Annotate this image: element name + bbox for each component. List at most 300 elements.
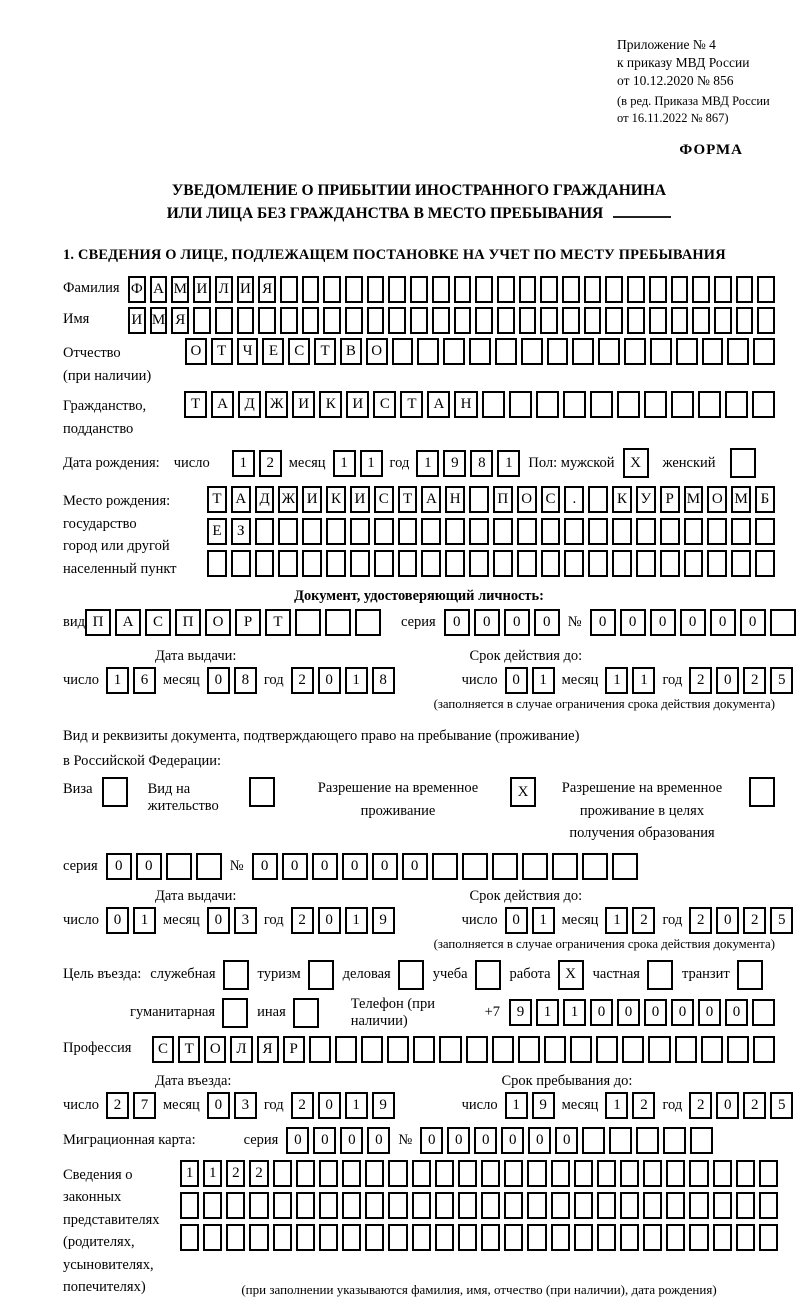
char-cell[interactable]: 0 bbox=[650, 609, 676, 636]
char-cell[interactable] bbox=[643, 1192, 662, 1219]
char-cell[interactable]: И bbox=[346, 391, 369, 418]
purpose-other-checkbox[interactable] bbox=[293, 998, 319, 1028]
char-cell[interactable] bbox=[713, 1224, 732, 1251]
char-cell[interactable] bbox=[443, 338, 465, 365]
char-cell[interactable]: 0 bbox=[474, 1127, 497, 1154]
char-cell[interactable] bbox=[759, 1224, 778, 1251]
char-cell[interactable]: Е bbox=[262, 338, 284, 365]
char-cell[interactable] bbox=[649, 276, 667, 303]
char-cell[interactable] bbox=[752, 391, 775, 418]
char-cell[interactable]: 0 bbox=[555, 1127, 578, 1154]
entry-month-cells[interactable] bbox=[207, 1092, 257, 1119]
char-cell[interactable] bbox=[574, 1192, 593, 1219]
char-cell[interactable]: В bbox=[340, 338, 362, 365]
char-cell[interactable] bbox=[757, 307, 775, 334]
char-cell[interactable] bbox=[342, 1192, 361, 1219]
char-cell[interactable] bbox=[727, 338, 749, 365]
char-cell[interactable]: 1 bbox=[345, 667, 368, 694]
char-cell[interactable]: 0 bbox=[367, 1127, 390, 1154]
char-cell[interactable] bbox=[588, 518, 608, 545]
char-cell[interactable]: И bbox=[193, 276, 211, 303]
char-cell[interactable] bbox=[255, 518, 275, 545]
char-cell[interactable] bbox=[454, 276, 472, 303]
char-cell[interactable] bbox=[770, 609, 796, 636]
char-cell[interactable] bbox=[527, 1224, 546, 1251]
char-cell[interactable] bbox=[753, 338, 775, 365]
char-cell[interactable]: О bbox=[205, 609, 231, 636]
char-cell[interactable] bbox=[458, 1160, 477, 1187]
char-cell[interactable]: Т bbox=[265, 609, 291, 636]
char-cell[interactable] bbox=[584, 276, 602, 303]
char-cell[interactable]: 7 bbox=[133, 1092, 156, 1119]
char-cell[interactable] bbox=[612, 550, 632, 577]
char-cell[interactable]: 0 bbox=[372, 853, 398, 880]
char-cell[interactable]: 0 bbox=[620, 609, 646, 636]
char-cell[interactable]: Т bbox=[398, 486, 418, 513]
char-cell[interactable] bbox=[551, 1160, 570, 1187]
char-cell[interactable] bbox=[345, 307, 363, 334]
char-cell[interactable]: 1 bbox=[632, 667, 655, 694]
birth-year-cells[interactable] bbox=[416, 450, 520, 477]
char-cell[interactable]: 1 bbox=[180, 1160, 199, 1187]
char-cell[interactable] bbox=[226, 1192, 245, 1219]
char-cell[interactable] bbox=[387, 1036, 409, 1063]
residence-doc-series-cells[interactable] bbox=[106, 853, 222, 880]
char-cell[interactable]: 5 bbox=[770, 667, 793, 694]
legal-reps-cells-row3[interactable] bbox=[180, 1224, 778, 1251]
char-cell[interactable] bbox=[410, 276, 428, 303]
char-cell[interactable] bbox=[398, 550, 418, 577]
char-cell[interactable]: И bbox=[292, 391, 315, 418]
char-cell[interactable] bbox=[612, 853, 638, 880]
char-cell[interactable] bbox=[296, 1160, 315, 1187]
char-cell[interactable] bbox=[302, 550, 322, 577]
char-cell[interactable]: Д bbox=[238, 391, 261, 418]
char-cell[interactable] bbox=[570, 1036, 592, 1063]
char-cell[interactable] bbox=[249, 1224, 268, 1251]
char-cell[interactable]: 2 bbox=[689, 1092, 712, 1119]
char-cell[interactable]: А bbox=[115, 609, 141, 636]
char-cell[interactable] bbox=[671, 276, 689, 303]
char-cell[interactable]: 0 bbox=[617, 999, 640, 1026]
char-cell[interactable] bbox=[527, 1192, 546, 1219]
char-cell[interactable] bbox=[435, 1160, 454, 1187]
female-checkbox[interactable] bbox=[730, 448, 756, 478]
char-cell[interactable]: 0 bbox=[716, 667, 739, 694]
char-cell[interactable] bbox=[725, 391, 748, 418]
birth-day-cells[interactable] bbox=[232, 450, 282, 477]
char-cell[interactable]: М bbox=[171, 276, 189, 303]
char-cell[interactable]: С bbox=[541, 486, 561, 513]
char-cell[interactable] bbox=[432, 307, 450, 334]
migration-card-series-cells[interactable] bbox=[286, 1127, 390, 1154]
char-cell[interactable] bbox=[367, 276, 385, 303]
char-cell[interactable] bbox=[302, 518, 322, 545]
char-cell[interactable]: 0 bbox=[318, 1092, 341, 1119]
char-cell[interactable] bbox=[540, 307, 558, 334]
purpose-humanitarian-checkbox[interactable] bbox=[222, 998, 248, 1028]
char-cell[interactable] bbox=[731, 550, 751, 577]
char-cell[interactable]: 2 bbox=[689, 667, 712, 694]
char-cell[interactable] bbox=[713, 1192, 732, 1219]
char-cell[interactable] bbox=[458, 1224, 477, 1251]
char-cell[interactable] bbox=[597, 1224, 616, 1251]
char-cell[interactable]: 3 bbox=[234, 907, 257, 934]
char-cell[interactable] bbox=[689, 1160, 708, 1187]
char-cell[interactable] bbox=[727, 1036, 749, 1063]
char-cell[interactable] bbox=[547, 338, 569, 365]
residence-doc-number-cells[interactable] bbox=[252, 853, 638, 880]
char-cell[interactable] bbox=[517, 550, 537, 577]
char-cell[interactable] bbox=[319, 1224, 338, 1251]
char-cell[interactable] bbox=[435, 1192, 454, 1219]
char-cell[interactable] bbox=[582, 853, 608, 880]
stay-year-cells[interactable] bbox=[689, 1092, 793, 1119]
char-cell[interactable] bbox=[410, 307, 428, 334]
char-cell[interactable] bbox=[541, 550, 561, 577]
char-cell[interactable] bbox=[421, 518, 441, 545]
identity-doc-number-cells[interactable] bbox=[590, 609, 800, 636]
char-cell[interactable]: Н bbox=[454, 391, 477, 418]
char-cell[interactable] bbox=[736, 276, 754, 303]
char-cell[interactable] bbox=[482, 391, 505, 418]
char-cell[interactable]: 1 bbox=[605, 1092, 628, 1119]
birth-place-cells-row1[interactable] bbox=[207, 486, 775, 513]
char-cell[interactable]: Ф bbox=[128, 276, 146, 303]
char-cell[interactable]: 0 bbox=[710, 609, 736, 636]
char-cell[interactable] bbox=[536, 391, 559, 418]
char-cell[interactable] bbox=[714, 307, 732, 334]
char-cell[interactable] bbox=[636, 550, 656, 577]
char-cell[interactable]: П bbox=[175, 609, 201, 636]
char-cell[interactable] bbox=[445, 518, 465, 545]
char-cell[interactable] bbox=[701, 1036, 723, 1063]
char-cell[interactable]: О bbox=[517, 486, 537, 513]
residence-issue-day-cells[interactable] bbox=[106, 907, 156, 934]
char-cell[interactable] bbox=[319, 1160, 338, 1187]
char-cell[interactable]: 1 bbox=[133, 907, 156, 934]
char-cell[interactable] bbox=[676, 338, 698, 365]
char-cell[interactable]: 2 bbox=[259, 450, 282, 477]
purpose-work-checkbox[interactable]: X bbox=[558, 960, 584, 990]
char-cell[interactable] bbox=[278, 518, 298, 545]
char-cell[interactable]: Я bbox=[257, 1036, 279, 1063]
char-cell[interactable] bbox=[627, 307, 645, 334]
char-cell[interactable]: Я bbox=[258, 276, 276, 303]
char-cell[interactable] bbox=[757, 276, 775, 303]
char-cell[interactable] bbox=[207, 550, 227, 577]
char-cell[interactable] bbox=[342, 1224, 361, 1251]
char-cell[interactable]: 0 bbox=[444, 609, 470, 636]
char-cell[interactable] bbox=[342, 1160, 361, 1187]
char-cell[interactable] bbox=[736, 1224, 755, 1251]
char-cell[interactable] bbox=[702, 338, 724, 365]
given-name-cells[interactable] bbox=[128, 307, 775, 334]
char-cell[interactable] bbox=[755, 518, 775, 545]
char-cell[interactable] bbox=[412, 1160, 431, 1187]
char-cell[interactable]: 0 bbox=[725, 999, 748, 1026]
char-cell[interactable]: 9 bbox=[509, 999, 532, 1026]
char-cell[interactable] bbox=[497, 307, 515, 334]
char-cell[interactable] bbox=[551, 1192, 570, 1219]
char-cell[interactable]: 0 bbox=[252, 853, 278, 880]
char-cell[interactable] bbox=[572, 338, 594, 365]
char-cell[interactable]: 0 bbox=[340, 1127, 363, 1154]
char-cell[interactable] bbox=[203, 1224, 222, 1251]
char-cell[interactable] bbox=[504, 1160, 523, 1187]
char-cell[interactable] bbox=[574, 1160, 593, 1187]
char-cell[interactable] bbox=[345, 276, 363, 303]
char-cell[interactable] bbox=[551, 1224, 570, 1251]
char-cell[interactable]: О bbox=[185, 338, 207, 365]
char-cell[interactable]: Л bbox=[215, 276, 233, 303]
char-cell[interactable]: С bbox=[373, 391, 396, 418]
char-cell[interactable]: 2 bbox=[291, 907, 314, 934]
char-cell[interactable] bbox=[759, 1160, 778, 1187]
char-cell[interactable]: К bbox=[612, 486, 632, 513]
legal-reps-cells-row2[interactable] bbox=[180, 1192, 778, 1219]
char-cell[interactable]: 2 bbox=[291, 667, 314, 694]
char-cell[interactable]: 0 bbox=[318, 667, 341, 694]
char-cell[interactable]: 1 bbox=[106, 667, 129, 694]
char-cell[interactable] bbox=[736, 1160, 755, 1187]
char-cell[interactable]: Н bbox=[445, 486, 465, 513]
char-cell[interactable]: 1 bbox=[416, 450, 439, 477]
migration-card-number-cells[interactable] bbox=[420, 1127, 713, 1154]
char-cell[interactable] bbox=[649, 307, 667, 334]
char-cell[interactable]: 0 bbox=[501, 1127, 524, 1154]
char-cell[interactable] bbox=[689, 1224, 708, 1251]
char-cell[interactable] bbox=[388, 307, 406, 334]
char-cell[interactable] bbox=[584, 307, 602, 334]
char-cell[interactable]: А bbox=[421, 486, 441, 513]
char-cell[interactable]: 8 bbox=[234, 667, 257, 694]
char-cell[interactable]: М bbox=[731, 486, 751, 513]
char-cell[interactable] bbox=[365, 1192, 384, 1219]
purpose-transit-checkbox[interactable] bbox=[737, 960, 763, 990]
char-cell[interactable]: Ж bbox=[265, 391, 288, 418]
char-cell[interactable]: Ч bbox=[237, 338, 259, 365]
char-cell[interactable] bbox=[458, 1192, 477, 1219]
char-cell[interactable] bbox=[249, 1192, 268, 1219]
char-cell[interactable] bbox=[180, 1192, 199, 1219]
char-cell[interactable]: К bbox=[319, 391, 342, 418]
char-cell[interactable]: 0 bbox=[505, 667, 528, 694]
char-cell[interactable] bbox=[622, 1036, 644, 1063]
char-cell[interactable] bbox=[237, 307, 255, 334]
char-cell[interactable]: Р bbox=[660, 486, 680, 513]
char-cell[interactable]: С bbox=[374, 486, 394, 513]
char-cell[interactable]: Я bbox=[171, 307, 189, 334]
char-cell[interactable] bbox=[636, 518, 656, 545]
char-cell[interactable] bbox=[541, 518, 561, 545]
char-cell[interactable] bbox=[388, 276, 406, 303]
char-cell[interactable] bbox=[689, 1192, 708, 1219]
char-cell[interactable]: Е bbox=[207, 518, 227, 545]
char-cell[interactable]: З bbox=[231, 518, 251, 545]
char-cell[interactable] bbox=[582, 1127, 605, 1154]
char-cell[interactable] bbox=[325, 609, 351, 636]
identity-issue-year-cells[interactable] bbox=[291, 667, 395, 694]
char-cell[interactable]: 0 bbox=[207, 907, 230, 934]
char-cell[interactable]: Р bbox=[235, 609, 261, 636]
identity-issue-day-cells[interactable] bbox=[106, 667, 156, 694]
char-cell[interactable] bbox=[475, 307, 493, 334]
char-cell[interactable] bbox=[597, 1160, 616, 1187]
temp-residence-checkbox[interactable]: X bbox=[510, 777, 536, 807]
char-cell[interactable] bbox=[481, 1160, 500, 1187]
char-cell[interactable] bbox=[481, 1192, 500, 1219]
char-cell[interactable] bbox=[365, 1224, 384, 1251]
char-cell[interactable] bbox=[707, 518, 727, 545]
char-cell[interactable] bbox=[753, 1036, 775, 1063]
char-cell[interactable]: . bbox=[564, 486, 584, 513]
char-cell[interactable]: 1 bbox=[333, 450, 356, 477]
char-cell[interactable] bbox=[492, 853, 518, 880]
char-cell[interactable] bbox=[660, 518, 680, 545]
char-cell[interactable] bbox=[755, 550, 775, 577]
char-cell[interactable] bbox=[597, 1192, 616, 1219]
char-cell[interactable]: О bbox=[707, 486, 727, 513]
char-cell[interactable] bbox=[273, 1224, 292, 1251]
char-cell[interactable] bbox=[295, 609, 321, 636]
char-cell[interactable]: Т bbox=[314, 338, 336, 365]
char-cell[interactable]: 0 bbox=[447, 1127, 470, 1154]
char-cell[interactable]: И bbox=[237, 276, 255, 303]
char-cell[interactable]: 2 bbox=[106, 1092, 129, 1119]
char-cell[interactable]: 8 bbox=[470, 450, 493, 477]
stay-day-cells[interactable] bbox=[505, 1092, 555, 1119]
char-cell[interactable] bbox=[590, 391, 613, 418]
char-cell[interactable]: 0 bbox=[671, 999, 694, 1026]
char-cell[interactable]: 1 bbox=[497, 450, 520, 477]
male-checkbox[interactable]: X bbox=[623, 448, 649, 478]
char-cell[interactable]: 0 bbox=[716, 907, 739, 934]
char-cell[interactable]: О bbox=[204, 1036, 226, 1063]
char-cell[interactable] bbox=[454, 307, 472, 334]
char-cell[interactable]: 1 bbox=[532, 667, 555, 694]
char-cell[interactable] bbox=[280, 276, 298, 303]
char-cell[interactable] bbox=[361, 1036, 383, 1063]
char-cell[interactable] bbox=[527, 1160, 546, 1187]
residence-expiry-year-cells[interactable] bbox=[689, 907, 793, 934]
temp-residence-edu-checkbox[interactable] bbox=[749, 777, 775, 807]
char-cell[interactable] bbox=[497, 276, 515, 303]
char-cell[interactable]: Т bbox=[184, 391, 207, 418]
char-cell[interactable] bbox=[666, 1192, 685, 1219]
char-cell[interactable] bbox=[323, 276, 341, 303]
char-cell[interactable] bbox=[671, 391, 694, 418]
char-cell[interactable]: 2 bbox=[226, 1160, 245, 1187]
char-cell[interactable]: 0 bbox=[590, 609, 616, 636]
char-cell[interactable] bbox=[684, 518, 704, 545]
char-cell[interactable] bbox=[367, 307, 385, 334]
char-cell[interactable]: 0 bbox=[504, 609, 530, 636]
char-cell[interactable] bbox=[563, 391, 586, 418]
char-cell[interactable]: 2 bbox=[743, 667, 766, 694]
char-cell[interactable] bbox=[605, 276, 623, 303]
char-cell[interactable] bbox=[326, 518, 346, 545]
char-cell[interactable]: 2 bbox=[743, 907, 766, 934]
char-cell[interactable] bbox=[350, 518, 370, 545]
char-cell[interactable] bbox=[596, 1036, 618, 1063]
char-cell[interactable]: 2 bbox=[689, 907, 712, 934]
identity-doc-series-cells[interactable] bbox=[444, 609, 560, 636]
char-cell[interactable] bbox=[280, 307, 298, 334]
char-cell[interactable]: 0 bbox=[282, 853, 308, 880]
citizenship-cells[interactable] bbox=[184, 391, 775, 418]
char-cell[interactable] bbox=[493, 550, 513, 577]
char-cell[interactable] bbox=[258, 307, 276, 334]
residence-expiry-month-cells[interactable] bbox=[605, 907, 655, 934]
char-cell[interactable] bbox=[432, 276, 450, 303]
char-cell[interactable]: М bbox=[150, 307, 168, 334]
char-cell[interactable] bbox=[660, 550, 680, 577]
char-cell[interactable]: 0 bbox=[590, 999, 613, 1026]
char-cell[interactable]: 6 bbox=[133, 667, 156, 694]
char-cell[interactable]: Ж bbox=[278, 486, 298, 513]
char-cell[interactable] bbox=[226, 1224, 245, 1251]
char-cell[interactable]: 1 bbox=[563, 999, 586, 1026]
purpose-official-checkbox[interactable] bbox=[223, 960, 249, 990]
char-cell[interactable]: И bbox=[302, 486, 322, 513]
char-cell[interactable] bbox=[469, 518, 489, 545]
char-cell[interactable] bbox=[413, 1036, 435, 1063]
char-cell[interactable]: 9 bbox=[372, 907, 395, 934]
char-cell[interactable]: Р bbox=[283, 1036, 305, 1063]
char-cell[interactable]: С bbox=[152, 1036, 174, 1063]
char-cell[interactable] bbox=[350, 550, 370, 577]
visa-checkbox[interactable] bbox=[102, 777, 128, 807]
char-cell[interactable] bbox=[278, 550, 298, 577]
char-cell[interactable] bbox=[684, 550, 704, 577]
char-cell[interactable] bbox=[698, 391, 721, 418]
char-cell[interactable] bbox=[302, 307, 320, 334]
char-cell[interactable]: 0 bbox=[318, 907, 341, 934]
surname-cells[interactable] bbox=[128, 276, 775, 303]
birth-place-cells-row2[interactable] bbox=[207, 518, 775, 545]
char-cell[interactable]: К bbox=[326, 486, 346, 513]
char-cell[interactable] bbox=[504, 1192, 523, 1219]
char-cell[interactable] bbox=[620, 1192, 639, 1219]
char-cell[interactable]: 0 bbox=[286, 1127, 309, 1154]
char-cell[interactable] bbox=[522, 853, 548, 880]
char-cell[interactable]: 1 bbox=[605, 907, 628, 934]
char-cell[interactable] bbox=[412, 1224, 431, 1251]
char-cell[interactable] bbox=[166, 853, 192, 880]
purpose-business-checkbox[interactable] bbox=[398, 960, 424, 990]
char-cell[interactable]: М bbox=[684, 486, 704, 513]
char-cell[interactable] bbox=[462, 853, 488, 880]
char-cell[interactable] bbox=[309, 1036, 331, 1063]
char-cell[interactable]: 0 bbox=[312, 853, 338, 880]
birth-month-cells[interactable] bbox=[333, 450, 383, 477]
char-cell[interactable] bbox=[752, 999, 775, 1026]
char-cell[interactable] bbox=[564, 550, 584, 577]
char-cell[interactable] bbox=[388, 1160, 407, 1187]
char-cell[interactable]: А bbox=[231, 486, 251, 513]
entry-year-cells[interactable] bbox=[291, 1092, 395, 1119]
char-cell[interactable]: 2 bbox=[632, 907, 655, 934]
char-cell[interactable] bbox=[374, 518, 394, 545]
char-cell[interactable]: О bbox=[366, 338, 388, 365]
char-cell[interactable]: 0 bbox=[136, 853, 162, 880]
char-cell[interactable] bbox=[302, 276, 320, 303]
char-cell[interactable]: С bbox=[288, 338, 310, 365]
char-cell[interactable] bbox=[493, 518, 513, 545]
char-cell[interactable] bbox=[273, 1160, 292, 1187]
char-cell[interactable]: 0 bbox=[207, 667, 230, 694]
